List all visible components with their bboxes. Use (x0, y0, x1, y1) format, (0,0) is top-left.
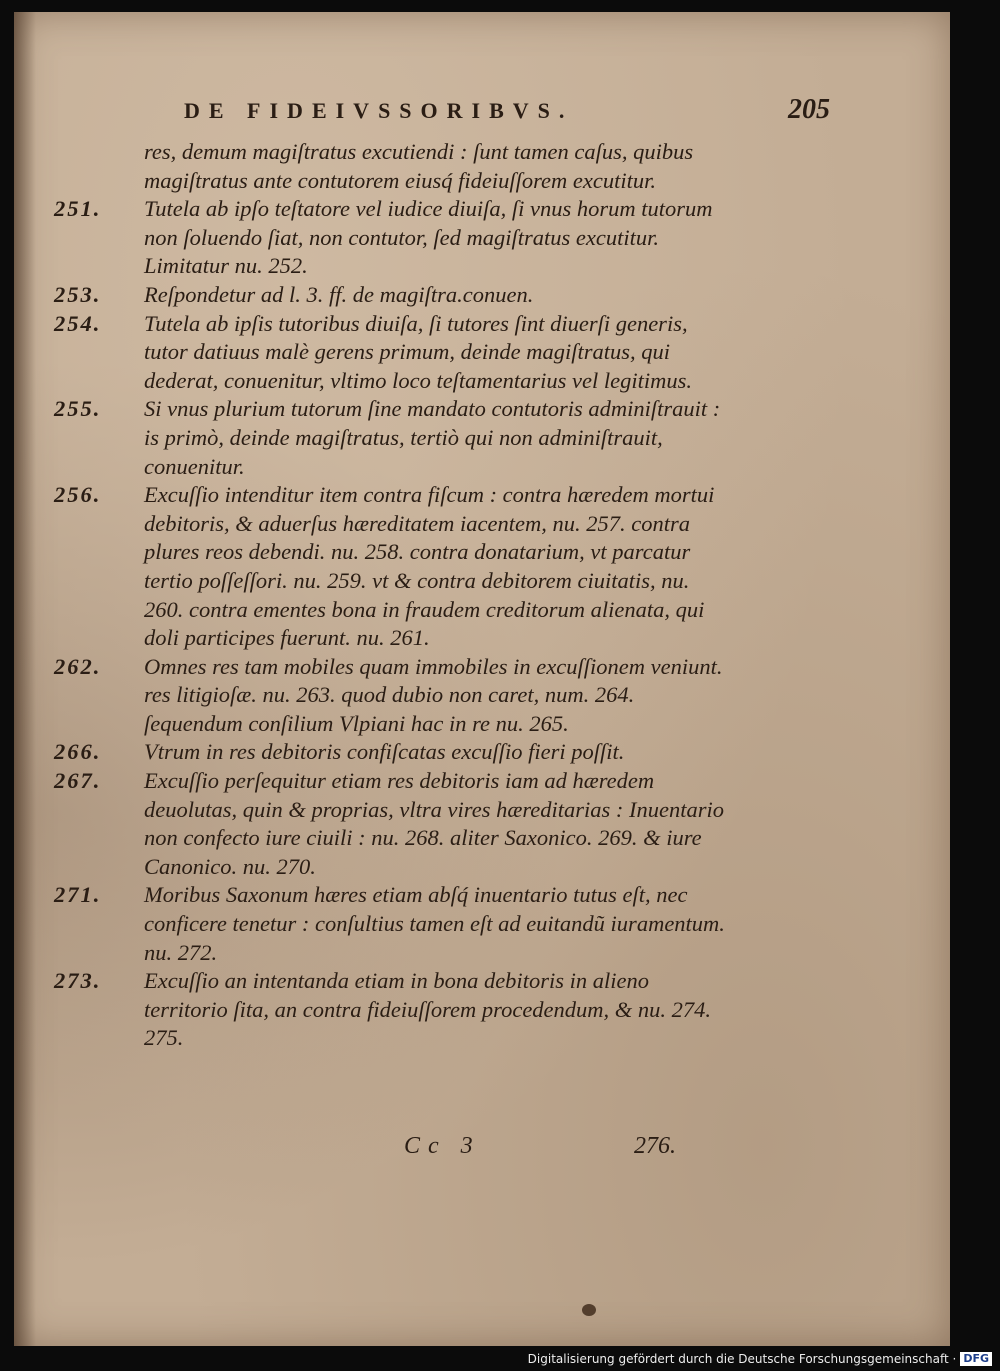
entry-list (54, 138, 734, 1053)
entry-255 (54, 395, 734, 481)
entry-text: Tutela ab ipſo teſtatore vel iudice diuiſa, ſi vnus horum tutorum non ſoluendo ſiat, non contutor, ſed magiſtratus excutitur. Limitatur nu. 252. (144, 196, 713, 279)
entry-number: 255. (54, 396, 102, 422)
entry-continuation (54, 138, 734, 195)
entry-number: 256. (54, 482, 102, 508)
entry-number: 266. (54, 739, 102, 765)
entry-number: 253. (54, 281, 102, 307)
page-number: 205 (788, 94, 830, 125)
catchword: 276. (634, 1133, 676, 1159)
entry-262 (54, 653, 734, 739)
entry-273 (54, 967, 734, 1053)
entry-number: 271. (54, 882, 102, 908)
entry-254 (54, 310, 734, 396)
entry-text: Vtrum in res debitoris confiſcatas excuſſio fieri poſſit. (144, 739, 625, 765)
entry-text: Moribus Saxonum hæres etiam abſq́ inuentario tutus eſt, nec conficere tenetur : conſultius tamen eſt ad euitandũ iuramentum. nu. 272. (144, 882, 725, 965)
entry-number: 251. (54, 196, 102, 222)
book-page (14, 12, 950, 1346)
entry-text: Omnes res tam mobiles quam immobiles in excuſſionem veniunt. res litigioſæ. nu. 263. quod dubio non caret, num. 264. ſequendum conſilium Vlpiani hac in re nu. 265. (144, 653, 723, 736)
entry-267 (54, 767, 734, 881)
entry-text: Reſpondetur ad l. 3. ff. de magiſtra.conuen. (144, 281, 534, 307)
digitization-footer (528, 1352, 992, 1366)
entry-number: 254. (54, 310, 102, 336)
entry-266 (54, 738, 734, 767)
entry-253 (54, 281, 734, 310)
dfg-logo: DFG (960, 1352, 992, 1366)
entry-271 (54, 881, 734, 967)
entry-text: res, demum magiſtratus excutiendi : ſunt tamen caſus, quibus magiſtratus ante contutorem eiusq́ fideiuſſorem excutitur. (144, 139, 694, 193)
running-title: DE FIDEIVSSORIBVS. (184, 98, 574, 123)
entry-number: 273. (54, 968, 102, 994)
entry-number: 262. (54, 653, 102, 679)
entry-number: 267. (54, 768, 102, 794)
entry-251 (54, 195, 734, 281)
entry-text: Excuſſio perſequitur etiam res debitoris iam ad hæredem deuolutas, quin & proprias, vltra vires hæreditarias : Inuentario non confecto iure ciuili : nu. 268. aliter Saxonico. 269. & iure Canonico. nu. 270. (144, 768, 724, 879)
entry-text: Tutela ab ipſis tutoribus diuiſa, ſi tutores ſint diuerſi generis, tutor datiuus malè gerens primum, deinde magiſtratus, qui dederat, conuenitur, vltimo loco teſtamentarius vel legitimus. (144, 310, 693, 393)
entry-text: Si vnus plurium tutorum ſine mandato contutoris adminiſtrauit : is primò, deinde magiſtratus, tertiò qui non adminiſtrauit, conuenitur. (144, 396, 721, 479)
entry-text: Excuſſio an intentanda etiam in bona debitoris in alieno territorio ſita, an contra fideiuſſorem procedendum, & nu. 274. 275. (144, 968, 712, 1051)
page-gutter-shadow (14, 12, 36, 1346)
entry-text: Excuſſio intenditur item contra fiſcum : contra hæredem mortui debitoris, & aduerſus hæreditatem iacentem, nu. 257. contra plures reos debendi. nu. 258. contra donatarium, vt parcatur tertio poſſeſſori. nu. 259. vt & contra debitorem ciuitatis, nu. 260. contra ementes bona in fraudem creditorum alienata, qui doli participes fuerunt. nu. 261. (144, 482, 715, 651)
ink-spot (582, 1304, 596, 1316)
footer-text: Digitalisierung gefördert durch die Deutsche Forschungsgemeinschaft · (527, 1352, 957, 1366)
running-head (184, 94, 830, 134)
signature-mark: Cc 3 (404, 1133, 481, 1159)
entry-256 (54, 481, 734, 653)
